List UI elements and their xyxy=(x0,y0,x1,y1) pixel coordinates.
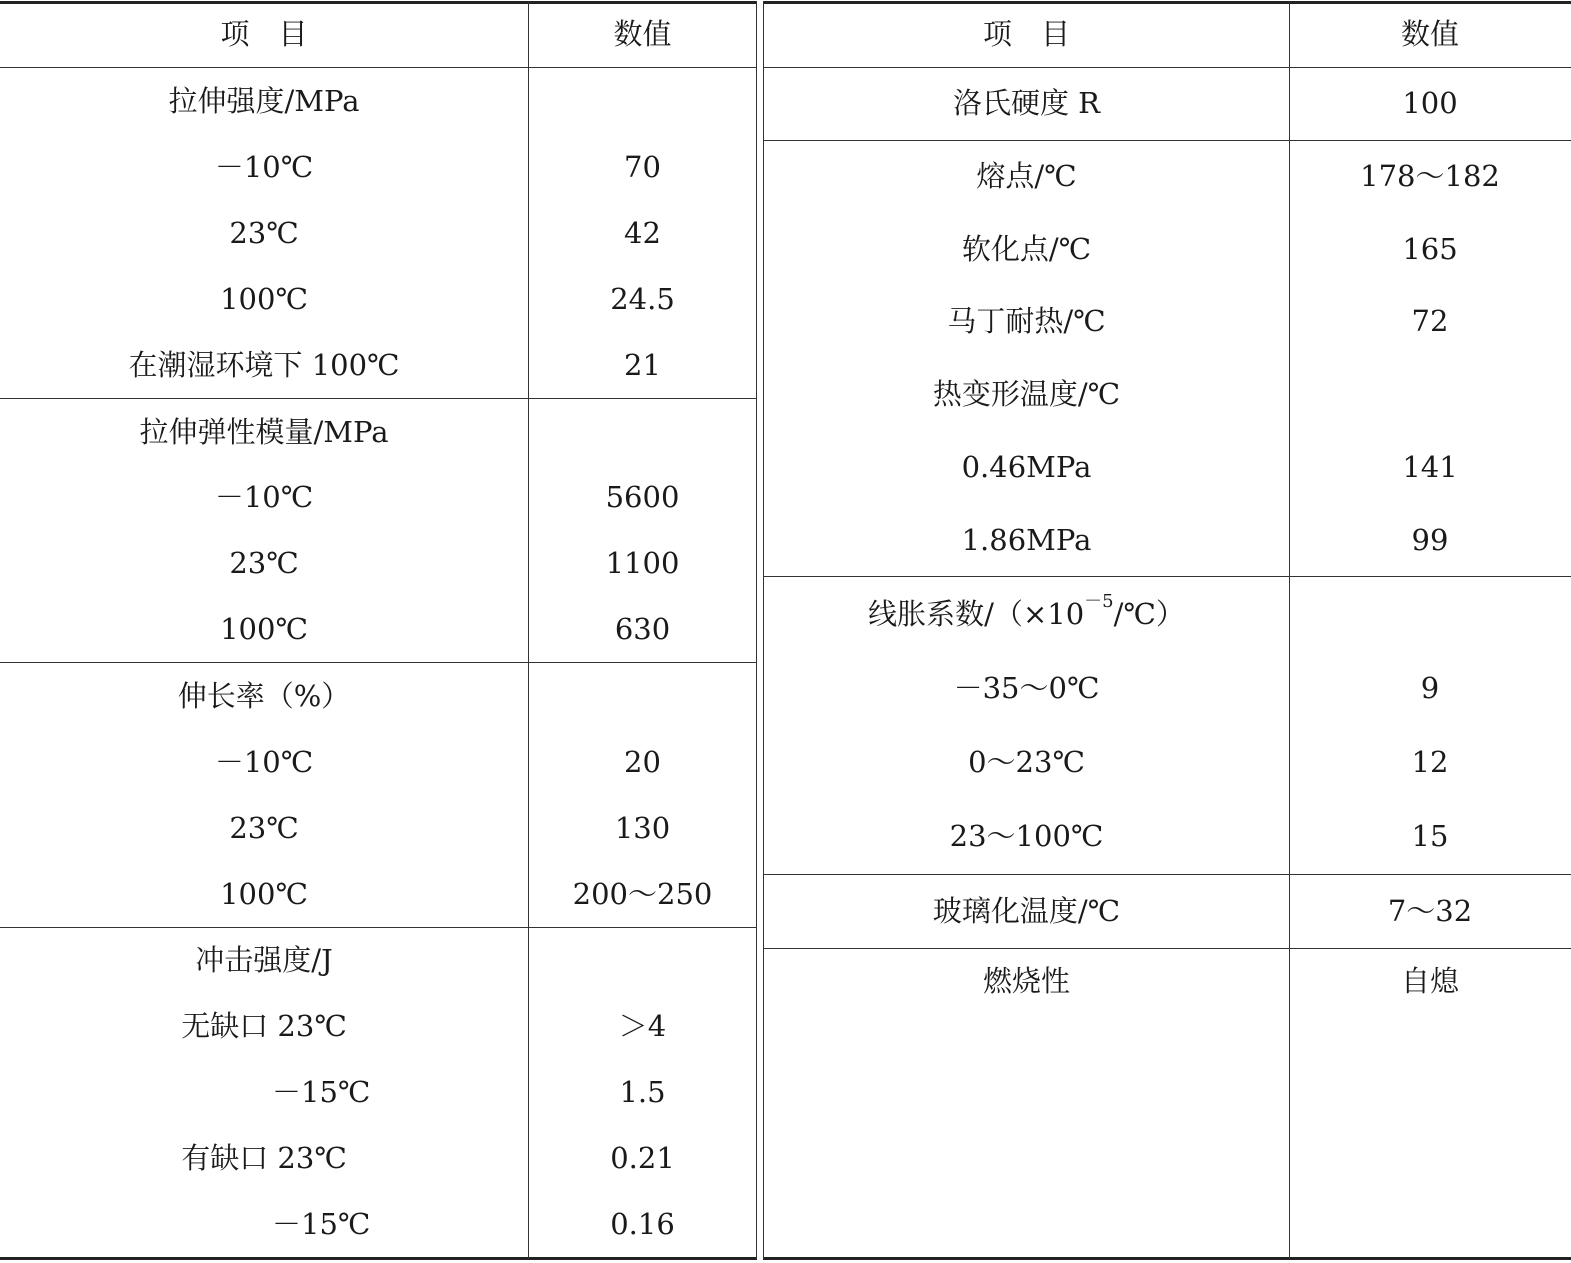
top-rule-right xyxy=(763,1,1571,4)
right-row-item: 洛氏硬度 R xyxy=(952,86,1101,120)
left-row-value: 21 xyxy=(624,348,661,382)
top-rule-left xyxy=(0,1,757,4)
left-row-value: 1.5 xyxy=(619,1075,666,1109)
left-row-item: 拉伸弹性模量/MPa xyxy=(139,415,389,449)
left-row-item: －15℃ xyxy=(272,1075,371,1109)
group-rule-right-4 xyxy=(763,948,1571,949)
group-rule-left-3 xyxy=(0,927,757,928)
group-rule-left-2 xyxy=(0,662,757,663)
left-row-value: 130 xyxy=(614,811,671,845)
left-row-item: 冲击强度/J xyxy=(195,943,333,977)
left-row-value: 200～250 xyxy=(572,877,713,911)
left-row-value: 0.16 xyxy=(610,1207,675,1241)
right-row-item: 软化点/℃ xyxy=(961,232,1092,266)
right-row-item: 燃烧性 xyxy=(982,964,1070,998)
left-row-value: 24.5 xyxy=(610,282,675,316)
left-row-value: 630 xyxy=(614,612,671,646)
left-row-value: 70 xyxy=(624,150,661,184)
left-header-item: 项 目 xyxy=(220,17,308,51)
group-rule-right-2 xyxy=(763,576,1571,577)
left-row-item: 100℃ xyxy=(220,877,308,911)
right-row-value: 141 xyxy=(1402,450,1458,484)
right-row-value: 9 xyxy=(1420,671,1440,705)
right-row-value: 99 xyxy=(1411,523,1449,557)
left-row-item: －10℃ xyxy=(214,745,314,779)
left-row-item: 23℃ xyxy=(229,216,299,250)
right-row-item: 熔点/℃ xyxy=(976,159,1077,193)
left-row-item: 有缺口 23℃ xyxy=(181,1141,347,1175)
group-rule-right-1 xyxy=(763,140,1571,141)
right-row-value: 165 xyxy=(1402,232,1458,266)
right-row-value xyxy=(1289,374,1571,414)
right-row-value: 178～182 xyxy=(1360,159,1500,193)
right-row-item: －35～0℃ xyxy=(953,671,1100,705)
left-row-value xyxy=(528,81,757,121)
left-row-value: 5600 xyxy=(605,480,680,514)
left-row-value xyxy=(528,940,757,980)
right-row-value: 自熄 xyxy=(1400,964,1459,998)
left-row-item: －10℃ xyxy=(214,150,314,184)
left-row-item: 23℃ xyxy=(229,811,299,845)
expansion-label-exponent: －5 xyxy=(1084,591,1114,613)
expansion-label-suffix: /℃） xyxy=(1113,597,1185,631)
left-row-item: －15℃ xyxy=(272,1207,371,1241)
left-row-item: 伸长率（%） xyxy=(177,679,351,713)
right-row-item: 23～100℃ xyxy=(949,819,1104,853)
right-row-value: 7～32 xyxy=(1387,894,1473,928)
left-row-value: 0.21 xyxy=(610,1141,675,1175)
expansion-label-prefix: 线胀系数/（×10 xyxy=(868,597,1085,631)
right-row-item: 马丁耐热/℃ xyxy=(947,304,1106,338)
left-row-value xyxy=(528,412,757,452)
right-row-value: 100 xyxy=(1402,86,1458,120)
left-row-item: 100℃ xyxy=(220,282,308,316)
right-row-value xyxy=(1289,594,1571,634)
right-row-value: 15 xyxy=(1411,819,1449,853)
left-row-item: 23℃ xyxy=(229,546,299,580)
left-header-value: 数值 xyxy=(613,17,672,51)
right-row-item: 0.46MPa xyxy=(961,450,1092,484)
left-row-item: 在潮湿环境下 100℃ xyxy=(128,348,400,382)
left-row-value: 1100 xyxy=(605,546,680,580)
left-row-value: ＞4 xyxy=(618,1009,667,1043)
right-header-value: 数值 xyxy=(1400,17,1459,51)
bottom-rule-left xyxy=(0,1257,757,1260)
left-row-item: 拉伸强度/MPa xyxy=(168,84,360,118)
right-row-item-expansion xyxy=(764,591,1289,634)
left-row-item: 无缺口 23℃ xyxy=(181,1009,347,1043)
right-row-value: 72 xyxy=(1411,304,1449,338)
right-row-item: 热变形温度/℃ xyxy=(932,377,1121,411)
right-row-item: 玻璃化温度/℃ xyxy=(932,894,1121,928)
left-row-value: 42 xyxy=(624,216,661,250)
left-row-value xyxy=(528,676,757,716)
right-row-value: 12 xyxy=(1411,745,1449,779)
right-header-item: 项 目 xyxy=(982,17,1070,51)
group-rule-left-1 xyxy=(0,398,757,399)
header-rule-right xyxy=(763,67,1571,68)
left-row-item: －10℃ xyxy=(214,480,314,514)
bottom-rule-right xyxy=(763,1257,1571,1260)
right-row-item: 1.86MPa xyxy=(961,523,1092,557)
left-row-item: 100℃ xyxy=(220,612,308,646)
left-row-value: 20 xyxy=(624,745,661,779)
group-rule-right-3 xyxy=(763,874,1571,875)
header-rule-left xyxy=(0,67,757,68)
right-row-item: 0～23℃ xyxy=(968,745,1085,779)
